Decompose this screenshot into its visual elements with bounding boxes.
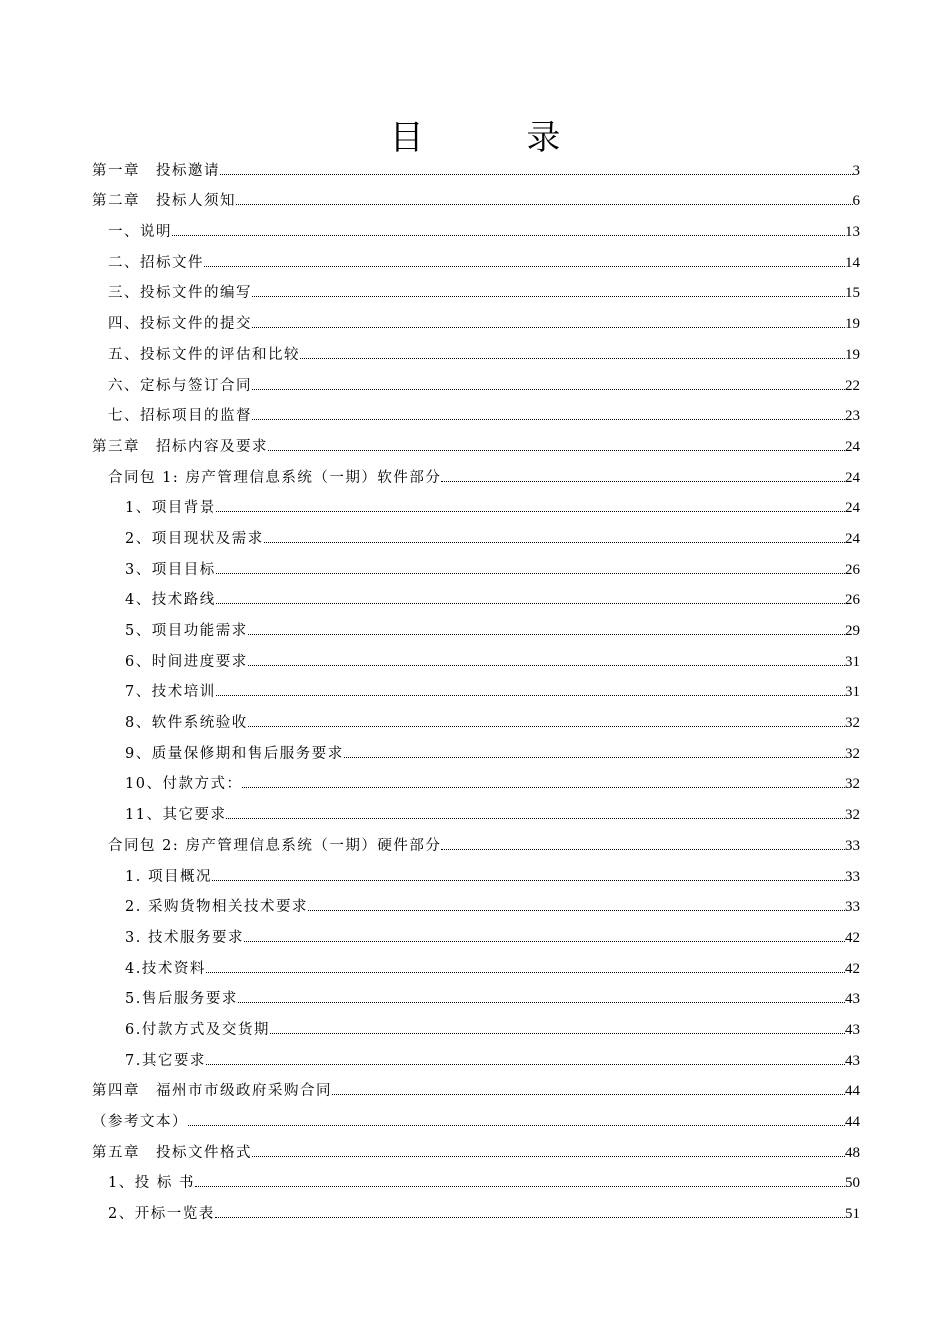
- toc-leader-dots: [252, 327, 845, 328]
- toc-entry[interactable]: [92, 274, 860, 305]
- toc-entry-label: 合同包 1: 房产管理信息系统（一期）软件部分: [108, 469, 442, 486]
- toc-entry[interactable]: [92, 980, 860, 1011]
- toc-page-number: 32: [845, 745, 860, 762]
- toc-entry[interactable]: [92, 734, 860, 765]
- toc-leader-dots: [248, 726, 845, 727]
- toc-page-number: 48: [845, 1144, 860, 1161]
- toc-page-number: 23: [845, 408, 860, 425]
- toc-leader-dots: [308, 910, 845, 911]
- toc-entry-label: 第三章 招标内容及要求: [92, 438, 268, 455]
- page-title: 目 录: [389, 118, 607, 158]
- toc-page-number: 33: [845, 899, 860, 916]
- toc-entry[interactable]: [92, 611, 860, 642]
- toc-entry-label: 一、说明: [108, 224, 172, 241]
- toc-page-number: 22: [845, 377, 860, 394]
- toc-leader-dots: [236, 204, 853, 205]
- toc-page-number: 24: [845, 438, 860, 455]
- toc-leader-dots: [441, 849, 845, 850]
- toc-page-number: 26: [845, 561, 860, 578]
- toc-leader-dots: [220, 174, 853, 175]
- toc-entry[interactable]: [92, 397, 860, 428]
- toc-page-number: 51: [845, 1206, 860, 1223]
- toc-leader-dots: [244, 941, 845, 942]
- toc-leader-dots: [172, 235, 845, 236]
- toc-page-number: 24: [845, 469, 860, 486]
- toc-entry[interactable]: [92, 1010, 860, 1041]
- toc-entry[interactable]: [92, 795, 860, 826]
- toc-page-number: 31: [845, 653, 860, 670]
- toc-page-number: 3: [852, 162, 860, 179]
- table-of-contents: [92, 151, 860, 1225]
- toc-page-number: 42: [845, 929, 860, 946]
- toc-page-number: 29: [845, 623, 860, 639]
- toc-page-number: 19: [845, 346, 860, 363]
- toc-page-number: 43: [845, 1052, 860, 1069]
- toc-page-number: 50: [845, 1175, 860, 1192]
- toc-leader-dots: [252, 419, 845, 420]
- toc-entry-label: 3、项目目标: [125, 561, 216, 578]
- toc-entry[interactable]: [92, 765, 860, 796]
- toc-leader-dots: [252, 296, 845, 297]
- toc-page-number: 6: [852, 193, 860, 210]
- toc-page-number: 26: [845, 592, 860, 609]
- toc-entry-label: 六、定标与签订合同: [108, 377, 252, 394]
- toc-leader-dots: [216, 695, 845, 696]
- toc-entry-label: 6、时间进度要求: [125, 653, 248, 670]
- toc-entry[interactable]: [92, 182, 860, 213]
- toc-entry-label: 1. 项目概况: [125, 868, 212, 885]
- toc-leader-dots: [215, 1217, 845, 1218]
- toc-entry-label: 三、投标文件的编写: [108, 285, 252, 302]
- toc-entry-label: 3. 技术服务要求: [125, 929, 244, 946]
- toc-entry-label: 第二章 投标人须知: [92, 193, 236, 210]
- toc-entry-label: 合同包 2: 房产管理信息系统（一期）硬件部分: [108, 837, 442, 854]
- toc-page-number: 43: [845, 991, 860, 1008]
- toc-entry-label: 5.售后服务要求: [125, 991, 238, 1008]
- toc-leader-dots: [441, 481, 845, 482]
- toc-leader-dots: [206, 972, 845, 973]
- toc-entry[interactable]: [92, 304, 860, 335]
- toc-entry[interactable]: [92, 458, 860, 489]
- toc-entry-label: 4.技术资料: [125, 960, 206, 977]
- toc-leader-dots: [216, 573, 845, 574]
- toc-entry[interactable]: [92, 949, 860, 980]
- toc-entry[interactable]: [92, 673, 860, 704]
- toc-page-number: 32: [845, 776, 860, 793]
- toc-entry-label: 第五章 投标文件格式: [92, 1144, 252, 1161]
- toc-entry-label: 第四章 福州市市级政府采购合同: [92, 1083, 332, 1100]
- toc-entry[interactable]: [92, 519, 860, 550]
- toc-leader-dots: [344, 757, 845, 758]
- toc-leader-dots: [206, 1064, 845, 1065]
- toc-entry-label: 七、招标项目的监督: [108, 408, 252, 425]
- toc-entry[interactable]: [92, 335, 860, 366]
- toc-page-number: 42: [845, 960, 860, 977]
- toc-entry[interactable]: [92, 550, 860, 581]
- toc-page-number: 24: [845, 500, 860, 517]
- toc-leader-dots: [268, 450, 845, 451]
- toc-entry-label: 4、技术路线: [125, 592, 216, 609]
- toc-leader-dots: [204, 266, 845, 267]
- toc-entry[interactable]: [92, 1164, 860, 1195]
- toc-entry[interactable]: [92, 918, 860, 949]
- toc-entry-label: 2、开标一览表: [108, 1206, 215, 1223]
- toc-leader-dots: [216, 511, 845, 512]
- toc-entry-label: 5、项目功能需求: [125, 623, 248, 639]
- toc-entry[interactable]: [92, 151, 860, 182]
- toc-leader-dots: [216, 603, 845, 604]
- toc-entry-label: 10、付款方式：: [125, 776, 243, 793]
- toc-entry[interactable]: [92, 1102, 860, 1133]
- toc-entry-label: 1、投 标 书: [108, 1175, 195, 1192]
- toc-entry-label: 7.其它要求: [125, 1052, 206, 1069]
- toc-entry[interactable]: [92, 888, 860, 919]
- toc-leader-dots: [270, 1033, 845, 1034]
- toc-entry-label: 第一章 投标邀请: [92, 162, 220, 179]
- toc-entry-label: 9、质量保修期和售后服务要求: [125, 745, 344, 762]
- toc-entry-label: 四、投标文件的提交: [108, 316, 252, 333]
- toc-leader-dots: [195, 1186, 845, 1187]
- toc-page-number: 32: [845, 715, 860, 732]
- toc-entry-label: 五、投标文件的评估和比较: [108, 346, 300, 363]
- toc-page-number: 43: [845, 1021, 860, 1038]
- toc-leader-dots: [242, 787, 845, 788]
- toc-leader-dots: [252, 1156, 845, 1157]
- toc-entry-label: 6.付款方式及交货期: [125, 1021, 270, 1038]
- toc-entry[interactable]: [92, 703, 860, 734]
- toc-page-number: 44: [845, 1114, 860, 1130]
- toc-leader-dots: [188, 1125, 845, 1126]
- toc-page-number: 31: [845, 684, 860, 701]
- toc-page-number: 14: [845, 254, 860, 271]
- toc-page-number: 33: [845, 837, 860, 854]
- toc-entry-label: （参考文本）: [92, 1114, 188, 1130]
- toc-entry[interactable]: [92, 243, 860, 274]
- toc-leader-dots: [248, 634, 845, 635]
- toc-entry[interactable]: [92, 1041, 860, 1072]
- toc-entry[interactable]: [92, 642, 860, 673]
- toc-page-number: 44: [845, 1083, 860, 1100]
- toc-entry-label: 11、其它要求: [125, 807, 227, 824]
- toc-entry-label: 7、技术培训: [125, 684, 216, 701]
- toc-page-number: 19: [845, 316, 860, 333]
- toc-page-number: 13: [845, 224, 860, 241]
- toc-leader-dots: [252, 389, 845, 390]
- toc-entry[interactable]: [92, 366, 860, 397]
- toc-entry[interactable]: [92, 427, 860, 458]
- toc-leader-dots: [248, 665, 845, 666]
- toc-leader-dots: [264, 542, 845, 543]
- toc-leader-dots: [238, 1002, 845, 1003]
- toc-entry-label: 2. 采购货物相关技术要求: [125, 899, 308, 916]
- toc-entry[interactable]: [92, 1133, 860, 1164]
- toc-entry[interactable]: [92, 826, 860, 857]
- toc-leader-dots: [300, 358, 845, 359]
- toc-entry-label: 1、项目背景: [125, 500, 216, 517]
- toc-leader-dots: [332, 1094, 845, 1095]
- toc-entry-label: 二、招标文件: [108, 254, 204, 271]
- toc-leader-dots: [226, 818, 845, 819]
- toc-entry[interactable]: [92, 489, 860, 520]
- toc-entry[interactable]: [92, 1072, 860, 1103]
- toc-entry[interactable]: [92, 212, 860, 243]
- toc-page-number: 33: [845, 868, 860, 885]
- toc-entry[interactable]: [92, 857, 860, 888]
- toc-leader-dots: [212, 880, 845, 881]
- toc-page-number: 32: [845, 807, 860, 824]
- toc-entry-label: 2、项目现状及需求: [125, 530, 264, 547]
- toc-entry[interactable]: [92, 1194, 860, 1225]
- toc-page-number: 15: [845, 285, 860, 302]
- toc-entry-label: 8、软件系统验收: [125, 715, 248, 732]
- toc-page-number: 24: [845, 530, 860, 547]
- toc-entry[interactable]: [92, 581, 860, 612]
